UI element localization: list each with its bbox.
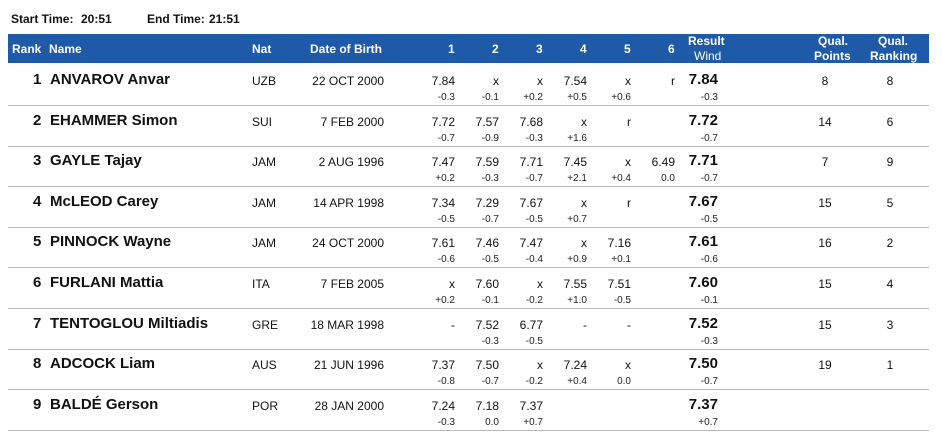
attempt-wind: +1.0 (567, 295, 587, 306)
attempt-mark: x (537, 277, 543, 291)
result-wind: -0.5 (700, 213, 718, 225)
table-row (8, 106, 929, 147)
result-wind: -0.3 (700, 92, 718, 103)
results-table-header (8, 34, 929, 63)
result-wind: -0.1 (700, 295, 718, 306)
attempt-mark: x (493, 74, 499, 88)
qual-ranking: 9 (886, 155, 894, 170)
qual-ranking: 6 (886, 114, 894, 129)
attempt-wind: 0.0 (617, 376, 631, 388)
nat-cell: POR (252, 398, 279, 413)
nat-cell: AUS (252, 358, 277, 373)
attempt-wind: -0.3 (481, 173, 499, 185)
nat-cell: SUI (252, 114, 273, 129)
attempt-wind: +0.4 (567, 376, 587, 388)
result-mark: 7.37 (688, 395, 718, 413)
attempt-mark: 7.68 (519, 114, 543, 129)
attempt-wind: +0.2 (523, 92, 543, 103)
attempt-mark: 7.52 (475, 317, 499, 332)
nat-cell: GRE (252, 317, 279, 332)
attempt-mark: 6.49 (651, 155, 675, 170)
header-attempt-3: 3 (536, 42, 543, 56)
dob-cell: 21 JUN 1996 (313, 358, 384, 373)
attempt-mark: 7.34 (431, 195, 455, 210)
attempt-mark: 7.50 (475, 358, 499, 373)
attempt-wind: -0.7 (481, 376, 499, 388)
attempt-mark: 7.18 (475, 398, 499, 413)
athlete-name: ANVAROV Anvar (50, 71, 171, 88)
attempt-wind: -0.7 (481, 213, 499, 225)
rank-cell: 4 (33, 192, 42, 210)
attempt-wind: -0.5 (525, 335, 543, 347)
header-qual-ranking-1: Qual. (878, 34, 909, 48)
dob-cell: 18 MAR 1998 (310, 317, 384, 332)
attempt-mark: x (449, 277, 455, 291)
table-row (8, 187, 929, 228)
attempt-mark: r (627, 195, 631, 210)
attempt-wind: +0.6 (611, 92, 631, 103)
end-time-value: 21:51 (209, 12, 240, 26)
attempt-wind: -0.2 (525, 376, 543, 388)
result-wind: -0.6 (700, 254, 718, 266)
athlete-name: GAYLE Tajay (50, 152, 142, 170)
header-attempt-2: 2 (492, 42, 499, 56)
header-attempt-5: 5 (624, 42, 631, 56)
table-row (8, 146, 929, 187)
attempt-mark: 7.46 (475, 236, 499, 251)
attempt-mark: x (625, 358, 631, 373)
qual-ranking: 3 (886, 317, 894, 332)
athlete-name: TENTOGLOU Miltiadis (50, 314, 209, 332)
attempt-mark: x (581, 195, 587, 210)
result-mark: 7.52 (688, 314, 718, 332)
table-row (8, 65, 929, 106)
nat-cell: UZB (252, 74, 276, 88)
attempt-wind: -0.2 (525, 295, 543, 306)
attempt-wind: -0.7 (437, 132, 455, 144)
attempt-mark: 7.51 (607, 277, 631, 291)
attempt-mark: - (583, 317, 587, 332)
attempt-wind: +0.7 (523, 416, 543, 428)
attempt-mark: x (581, 114, 587, 129)
qual-points: 8 (821, 74, 829, 88)
athlete-name: McLEOD Carey (50, 192, 159, 210)
attempt-mark: 7.67 (519, 195, 543, 210)
header-nat: Nat (252, 42, 272, 56)
attempt-mark: - (627, 317, 631, 332)
attempt-wind: +2.1 (567, 173, 587, 185)
attempt-mark: x (625, 155, 631, 170)
dob-cell: 7 FEB 2005 (320, 277, 384, 291)
nat-cell: ITA (252, 277, 270, 291)
attempt-mark: 7.72 (431, 114, 455, 129)
athlete-name: BALDÉ Gerson (50, 395, 159, 413)
attempt-mark: x (537, 74, 543, 88)
rank-cell: 6 (33, 274, 42, 291)
qual-points: 15 (818, 277, 832, 291)
athlete-name: ADCOCK Liam (50, 355, 156, 373)
table-row (8, 309, 929, 350)
start-time-label: Start Time: (11, 12, 74, 26)
header-qual-ranking-2: Ranking (870, 49, 918, 63)
attempt-wind: -0.9 (481, 132, 499, 144)
attempt-wind: 0.0 (661, 173, 675, 185)
start-time-value: 20:51 (81, 12, 112, 26)
athlete-name: FURLANI Mattia (50, 274, 164, 291)
dob-cell: 2 AUG 1996 (318, 155, 384, 170)
end-time-label: End Time: (147, 12, 205, 26)
attempt-wind: -0.5 (437, 213, 455, 225)
attempt-wind: -0.8 (437, 376, 455, 388)
header-wind: Wind (694, 49, 722, 63)
result-mark: 7.61 (688, 233, 718, 251)
header-result: Result (688, 34, 725, 48)
attempt-mark: - (451, 317, 455, 332)
header-qual-points-2: Points (814, 49, 851, 63)
attempt-wind: -0.3 (481, 335, 499, 347)
table-row (8, 349, 929, 390)
attempt-mark: 6.77 (519, 317, 543, 332)
attempt-wind: -0.6 (437, 254, 455, 266)
athlete-name: EHAMMER Simon (50, 111, 178, 129)
dob-cell: 14 APR 1998 (313, 195, 384, 210)
qual-ranking: 1 (886, 358, 894, 373)
attempt-mark: 7.37 (519, 398, 543, 413)
attempt-mark: 7.29 (475, 195, 499, 210)
attempt-wind: -0.5 (525, 213, 543, 225)
attempt-wind: -0.1 (481, 92, 499, 103)
result-wind: -0.3 (700, 335, 718, 347)
attempt-mark: x (537, 358, 543, 373)
attempt-mark: 7.55 (563, 277, 587, 291)
attempt-wind: -0.3 (525, 132, 543, 144)
attempt-mark: 7.24 (431, 398, 455, 413)
attempt-mark: r (627, 114, 631, 129)
qual-ranking: 2 (886, 236, 894, 251)
result-wind: -0.7 (700, 173, 718, 185)
attempt-wind: +0.5 (567, 92, 587, 103)
attempt-wind: +1.6 (567, 132, 587, 144)
result-mark: 7.84 (688, 71, 718, 88)
dob-cell: 28 JAN 2000 (314, 398, 384, 413)
rank-cell: 7 (33, 314, 42, 332)
attempt-mark: 7.47 (431, 155, 455, 170)
header-rank: Rank (12, 42, 42, 56)
header-name: Name (49, 42, 82, 56)
attempt-mark: 7.16 (607, 236, 631, 251)
table-row (8, 390, 929, 431)
attempt-mark: 7.57 (475, 114, 499, 129)
qual-points: 15 (818, 317, 832, 332)
header-dob: Date of Birth (310, 42, 382, 56)
header-attempt-4: 4 (580, 42, 587, 56)
attempt-wind: +0.4 (611, 173, 631, 185)
attempt-mark: x (625, 74, 631, 88)
qual-ranking: 8 (886, 74, 894, 88)
attempt-mark: r (671, 74, 675, 88)
attempt-wind: +0.7 (567, 213, 587, 225)
result-wind: +0.7 (698, 416, 718, 428)
dob-cell: 24 OCT 2000 (312, 236, 384, 251)
result-mark: 7.60 (688, 274, 718, 291)
attempt-wind: -0.7 (525, 173, 543, 185)
attempt-mark: 7.47 (519, 236, 543, 251)
qual-points: 14 (818, 114, 832, 129)
rank-cell: 3 (33, 152, 42, 170)
attempt-mark: 7.54 (563, 74, 587, 88)
rank-cell: 1 (33, 71, 42, 88)
header-attempt-1: 1 (448, 42, 455, 56)
attempt-mark: 7.61 (431, 236, 455, 251)
rank-cell: 2 (33, 111, 42, 129)
result-mark: 7.71 (688, 152, 718, 170)
attempt-mark: 7.84 (431, 74, 455, 88)
attempt-mark: x (581, 236, 587, 251)
attempt-wind: +0.1 (611, 254, 631, 266)
attempt-wind: +0.2 (435, 295, 455, 306)
result-wind: -0.7 (700, 132, 718, 144)
attempt-wind: -0.3 (437, 416, 455, 428)
qual-points: 19 (818, 358, 832, 373)
nat-cell: JAM (252, 195, 276, 210)
result-mark: 7.72 (688, 111, 718, 129)
attempt-wind: -0.4 (525, 254, 543, 266)
nat-cell: JAM (252, 155, 276, 170)
qual-ranking: 5 (886, 195, 894, 210)
attempt-wind: +0.2 (435, 173, 455, 185)
attempt-mark: 7.60 (475, 277, 499, 291)
attempt-mark: 7.71 (519, 155, 543, 170)
rank-cell: 5 (33, 233, 42, 251)
attempt-wind: -0.1 (481, 295, 499, 306)
header-qual-points-1: Qual. (818, 34, 849, 48)
dob-cell: 22 OCT 2000 (312, 74, 384, 88)
qual-points: 15 (818, 195, 832, 210)
attempt-wind: -0.5 (481, 254, 499, 266)
attempt-mark: 7.24 (563, 358, 587, 373)
attempt-wind: +0.9 (567, 254, 587, 266)
result-mark: 7.67 (688, 192, 718, 210)
nat-cell: JAM (252, 236, 276, 251)
attempt-mark: 7.37 (431, 358, 455, 373)
table-row (8, 227, 929, 268)
header-attempt-6: 6 (668, 42, 675, 56)
qual-ranking: 4 (886, 277, 894, 291)
rank-cell: 9 (33, 395, 42, 413)
dob-cell: 7 FEB 2000 (320, 114, 384, 129)
attempt-wind: 0.0 (485, 416, 499, 428)
qual-points: 7 (821, 155, 829, 170)
result-mark: 7.50 (688, 355, 718, 373)
attempt-mark: 7.59 (475, 155, 499, 170)
attempt-mark: 7.45 (563, 155, 587, 170)
rank-cell: 8 (33, 355, 42, 373)
result-wind: -0.7 (700, 376, 718, 388)
qual-points: 16 (818, 236, 832, 251)
attempt-wind: -0.5 (613, 295, 631, 306)
athlete-name: PINNOCK Wayne (50, 233, 172, 251)
attempt-wind: -0.3 (437, 92, 455, 103)
table-row (8, 268, 929, 309)
